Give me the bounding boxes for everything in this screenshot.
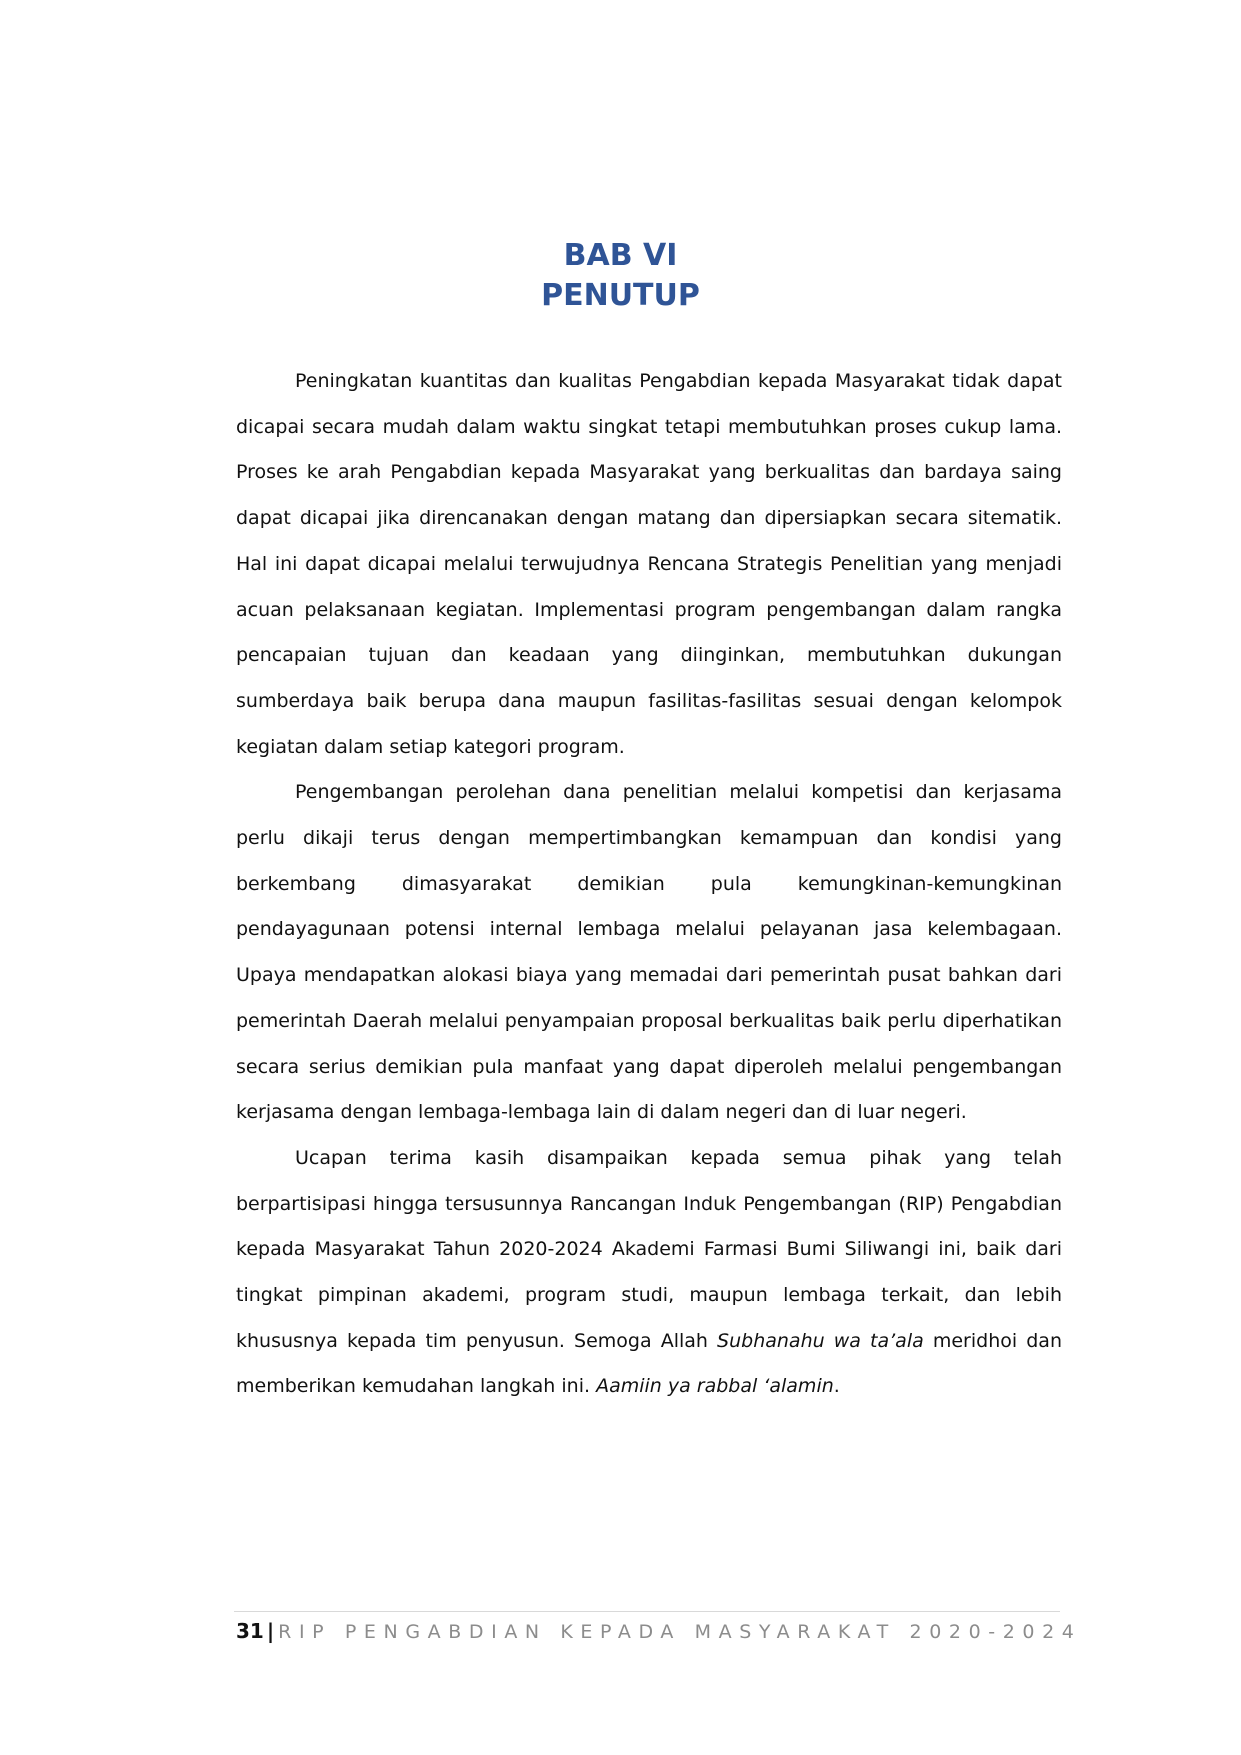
chapter-title: PENUTUP [541, 278, 700, 313]
paragraph-1 [236, 359, 1062, 770]
paragraph-2-text: Pengembangan perolehan dana penelitian melalui kompetisi dan kerjasama perlu dikaji terus dengan mempertimbangkan kemampuan dan kondisi yang berkembang dimasyarakat demikian pula kemungkinan-kemungkinan pendayagunaan potensi internal lembaga melalui pelayanan jasa kelembagaan. Upaya mendapatkan alokasi biaya yang memadai dari pemerintah pusat bahkan dari pemerintah Daerah melalui penyampaian proposal berkualitas baik perlu diperhatikan secara serius demikian pula manfaat yang dapat diperoleh melalui pengembangan kerjasama dengan lembaga-lembaga lain di dalam negeri dan di luar negeri. [236, 781, 1062, 1124]
paragraph-3-closing-prayer: Aamiin ya rabbal ‘alamin [596, 1375, 834, 1398]
chapter-heading [0, 236, 1241, 316]
paragraph-1-text: Peningkatan kuantitas dan kualitas Pengabdian kepada Masyarakat tidak dapat dicapai secara mudah dalam waktu singkat tetapi membutuhkan proses cukup lama. Proses ke arah Pengabdian kepada Masyarakat yang berkualitas dan bardaya saing dapat dicapai jika direncanakan dengan matang dan dipersiapkan secara sitematik. Hal ini dapat dicapai melalui terwujudnya Rencana Strategis Penelitian yang menjadi acuan pelaksanaan kegiatan. Implementasi program pengembangan dalam rangka pencapaian tujuan dan keadaan yang diinginkan, membutuhkan dukungan sumberdaya baik berupa dana maupun fasilitas-fasilitas sesuai dengan kelompok kegiatan dalam setiap kategori program. [236, 370, 1062, 758]
page-number: 31 [236, 1619, 264, 1643]
chapter-number: BAB VI [563, 238, 678, 273]
paragraph-3-text-cont: meridhoi dan memberikan kemudahan langkah ini. [236, 1329, 1062, 1398]
paragraph-3-period: . [833, 1375, 840, 1398]
paragraph-3 [236, 1136, 1062, 1410]
body-text [236, 359, 1062, 1410]
paragraph-3-italic-phrase: Subhanahu wa ta’ala [717, 1329, 924, 1352]
footer-separator: | [266, 1619, 275, 1643]
footer-divider [234, 1611, 1060, 1612]
footer-document-title: RIP PENGABDIAN KEPADA MASYARAKAT 2020-2024 [278, 1621, 1082, 1643]
paragraph-2 [236, 770, 1062, 1136]
page-footer [236, 1616, 1082, 1647]
paragraph-3-text: Ucapan terima kasih disampaikan kepada semua pihak yang telah berpartisipasi hingga tersusunnya Rancangan Induk Pengembangan (RIP) Pengabdian kepada Masyarakat Tahun 2020-2024 Akademi Farmasi Bumi Siliwangi ini, baik dari tingkat pimpinan akademi, program studi, maupun lembaga terkait, dan lebih khususnya kepada tim penyusun. Semoga Allah [236, 1146, 1062, 1352]
